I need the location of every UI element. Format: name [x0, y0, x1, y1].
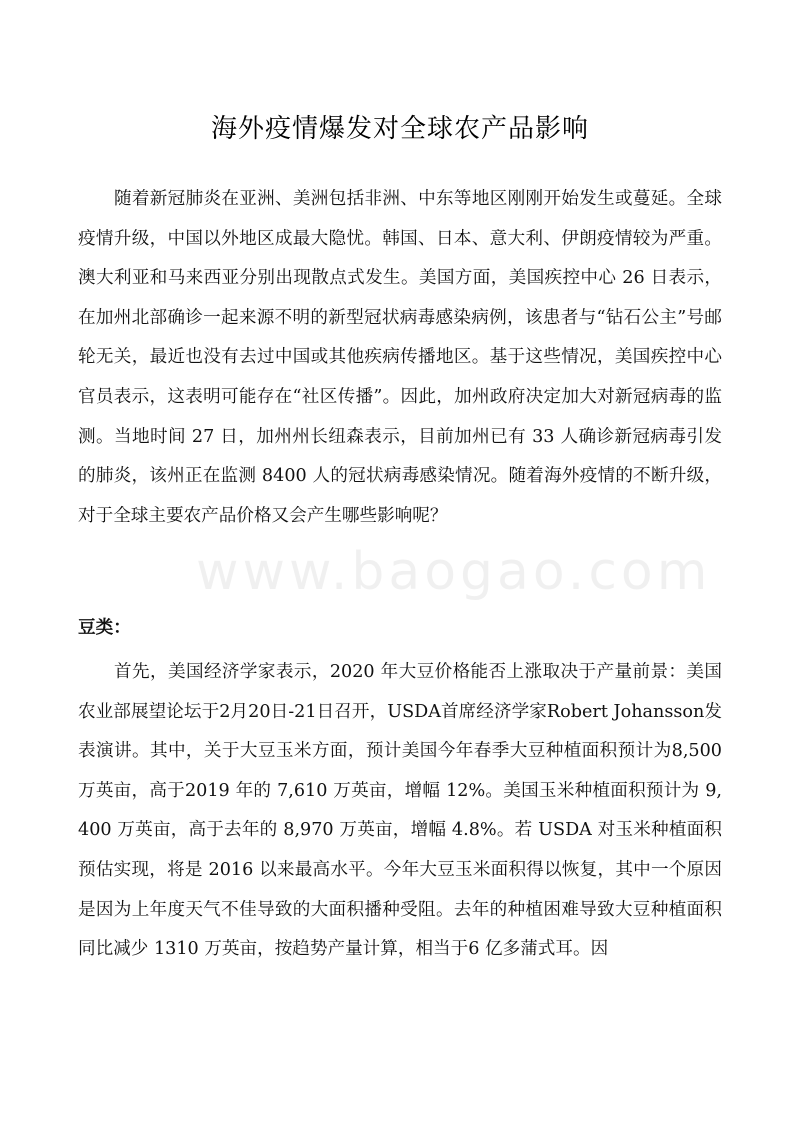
section-paragraph: 首先，美国经济学家表示，2020 年大豆价格能否上涨取决于产量前景：美国农业部展望论坛于2月20日-21日召开，USDA首席经济学家Robert Johansson发表演讲。其中，关于大豆玉米方面，预计美国今年春季大豆种植面积预计为8,500 万英亩，高于2019 年的 7,610 万英亩，增幅 12%。美国玉米种植面积预计为 9,400 万英亩，高于去年的 8,970 万英亩，增幅 4.8%。若 USDA 对玉米种植面积预估实现，将是 2016 以来最高水平。今年大豆玉米面积得以恢复，其中一个原因是因为上年度天气不佳导致的大面积播种受阻。去年的种植困难导致大豆种植面积同比减少 1310 万英亩，按趋势产量计算，相当于6 亿多蒲式耳。因	[78, 662, 722, 960]
document-title: 海外疫情爆发对全球农产品影响	[210, 114, 589, 144]
section-heading-beans: 豆类：	[78, 618, 131, 638]
intro-paragraph: 随着新冠肺炎在亚洲、美洲包括非洲、中东等地区刚刚开始发生或蔓延。全球疫情升级，中国以外地区成最大隐忧。韩国、日本、意大利、伊朗疫情较为严重。澳大利亚和马来西亚分别出现散点式发生。美国方面，美国疾控中心 26 日表示，在加州北部确诊一起来源不明的新型冠状病毒感染病例，该患者与“钻石公主”号邮轮无关，最近也没有去过中国或其他疾病传播地区。基于这些情况，美国疾控中心官员表示，这表明可能存在“社区传播”。因此，加州政府决定加大对新冠病毒的监测。当地时间 27 日，加州州长纽森表示，目前加州已有 33 人确诊新冠病毒引发的肺炎，该州正在监测 8400 人的冠状病毒感染情况。随着海外疫情的不断升级，对于全球主要农产品价格又会产生哪些影响呢？	[78, 189, 722, 526]
watermark-text: www.baogao.com	[196, 542, 712, 602]
